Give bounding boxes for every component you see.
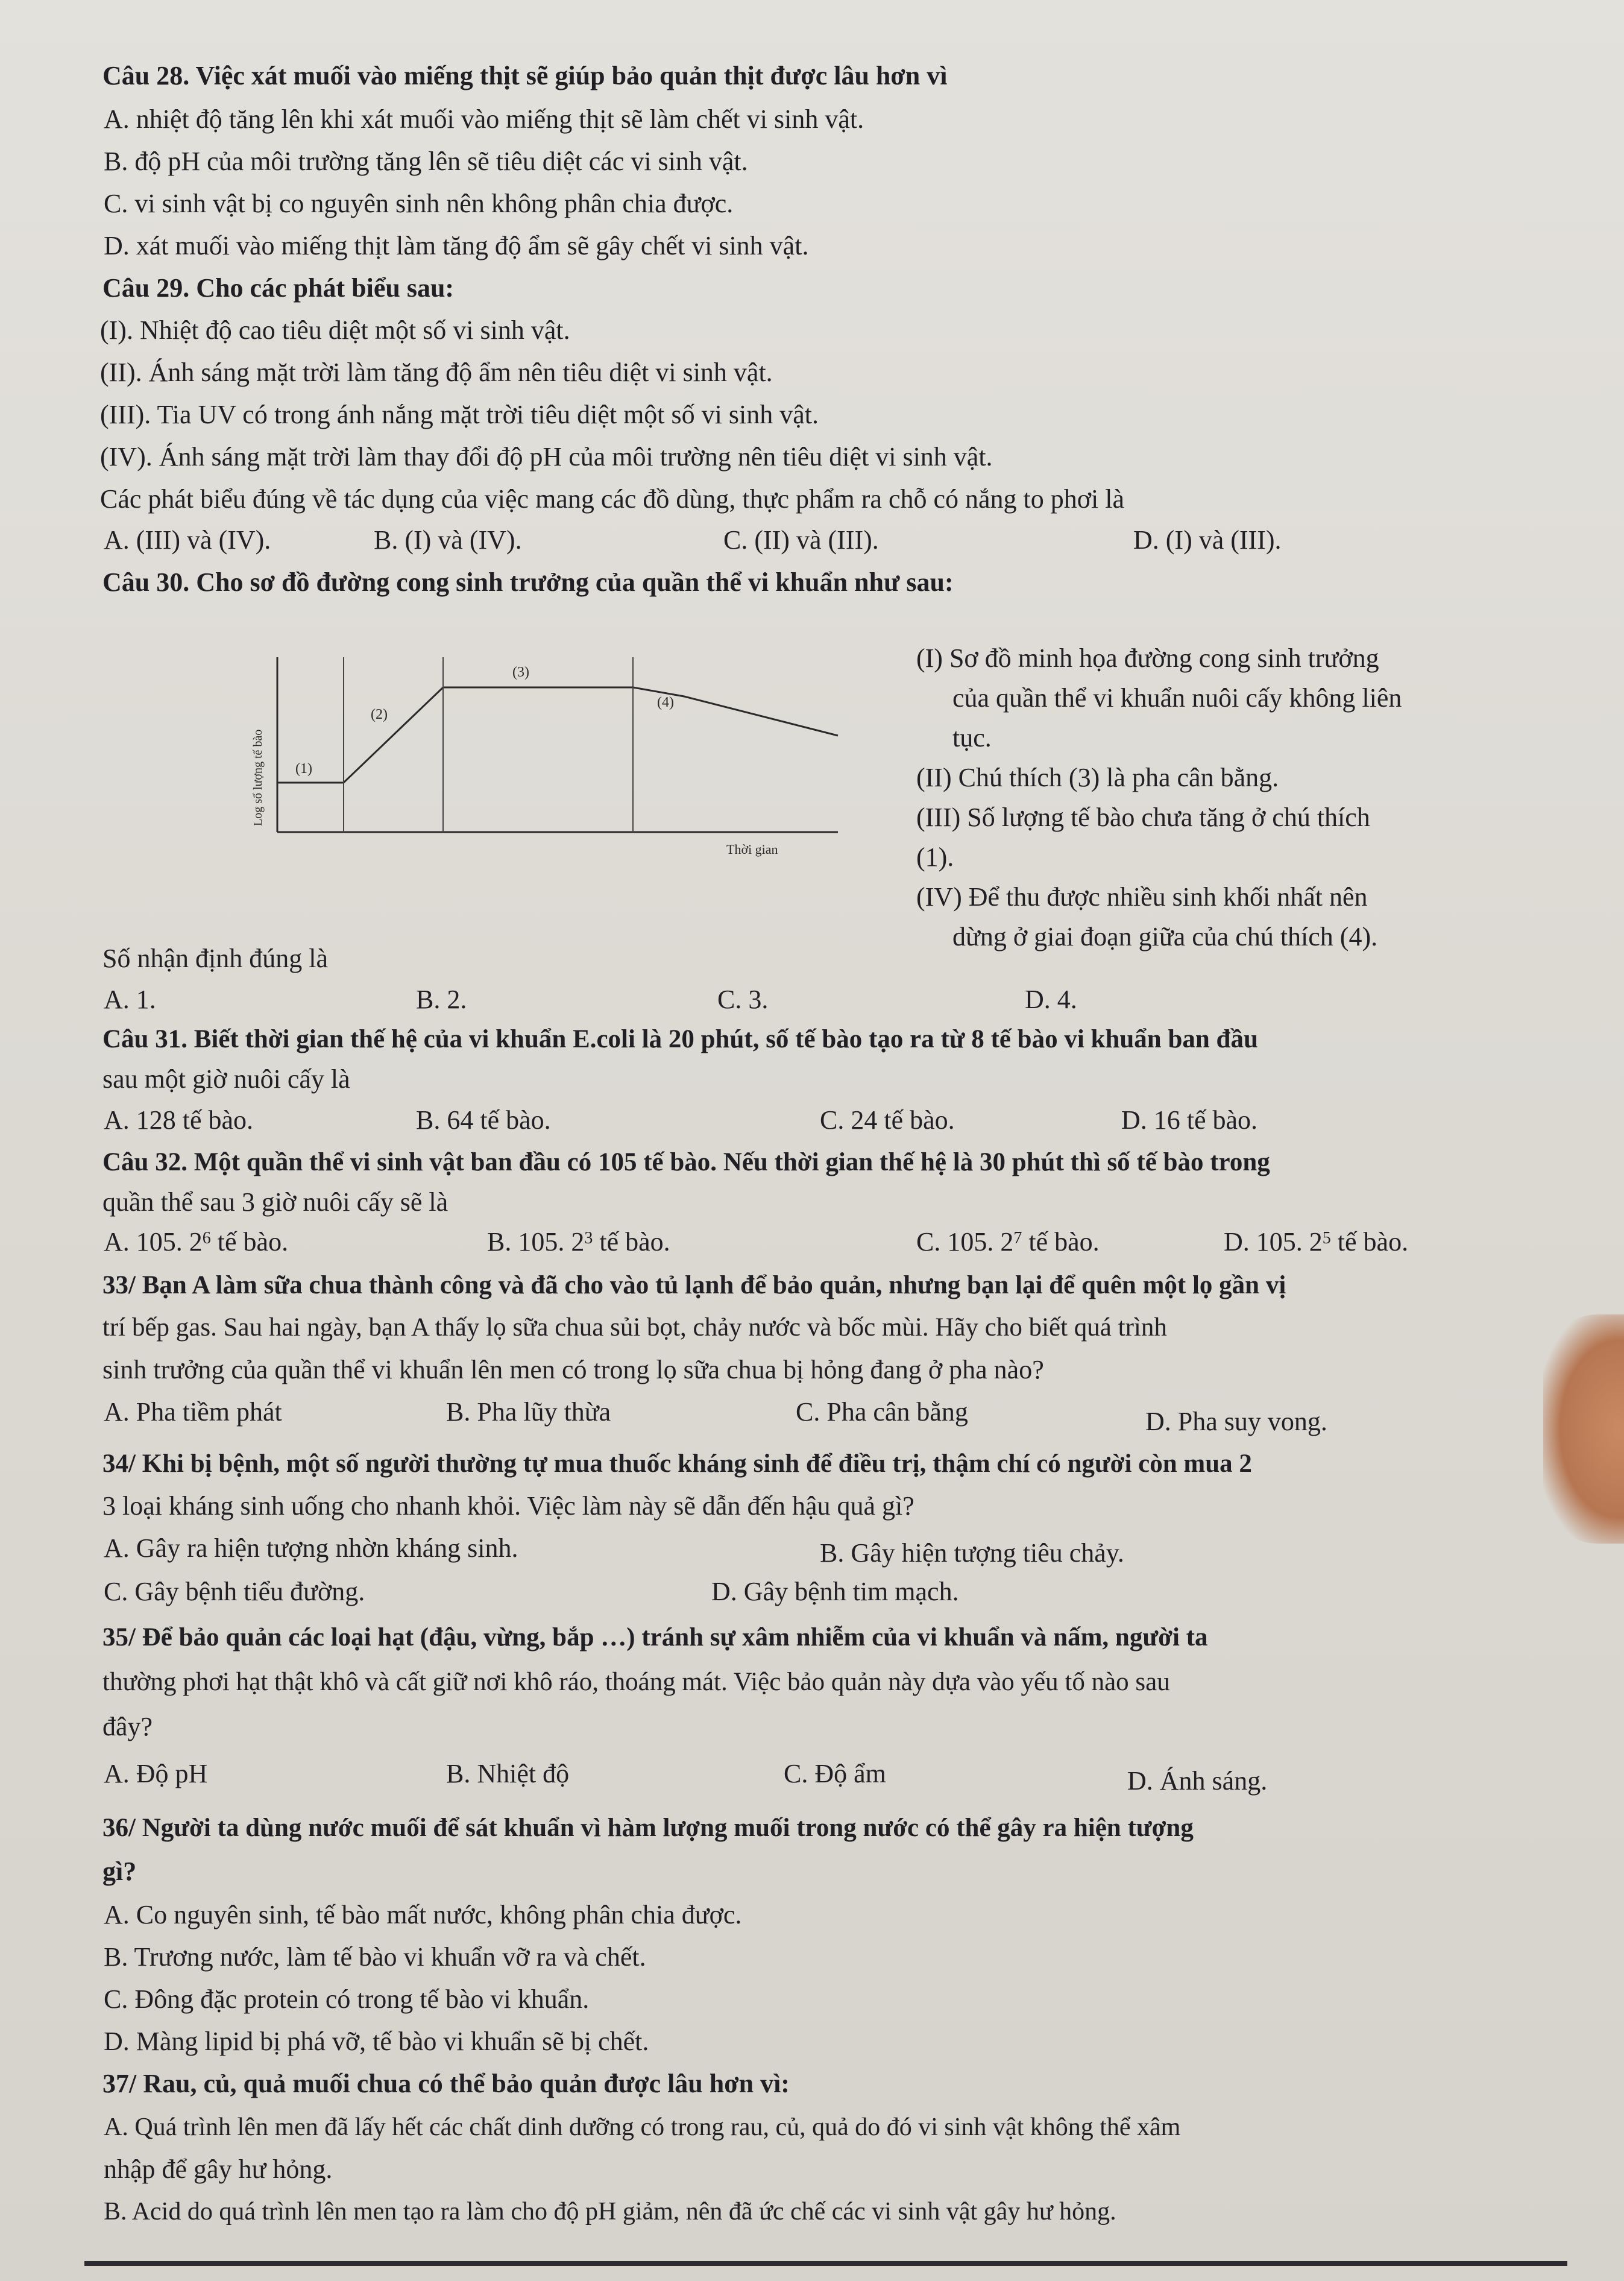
- q31-option-c: C. 24 tế bào.: [820, 1105, 955, 1135]
- q31-option-a: A. 128 tế bào.: [104, 1105, 254, 1135]
- q31-option-b: B. 64 tế bào.: [416, 1105, 551, 1135]
- q30-statement-1-line1: (I) Sơ đồ minh họa đường cong sinh trưởng: [916, 643, 1379, 673]
- q35-line2: thường phơi hạt thật khô và cất giữ nơi khô ráo, thoáng mát. Việc bảo quản này dựa vào yếu tố nào sau: [102, 1668, 1170, 1696]
- q36-option-a: A. Co nguyên sinh, tế bào mất nước, không phân chia được.: [104, 1900, 742, 1929]
- q32-d-unit: tế bào.: [1330, 1227, 1409, 1257]
- q29-option-a: A. (III) và (IV).: [104, 525, 271, 555]
- q32-option-b: [487, 1225, 670, 1259]
- q28-option-b: B. độ pH của môi trường tăng lên sẽ tiêu diệt các vi sinh vật.: [104, 147, 748, 176]
- q32-c-base: C. 105. 2: [916, 1227, 1014, 1257]
- q29-option-d: D. (I) và (III).: [1133, 525, 1282, 555]
- q33-option-c: C. Pha cân bằng: [796, 1397, 968, 1427]
- q29-statement-2: (II). Ánh sáng mặt trời làm tăng độ ẩm nên tiêu diệt vi sinh vật.: [100, 358, 773, 387]
- q32-b-exponent: 3: [584, 1229, 593, 1248]
- q28-stem: Câu 28. Việc xát muối vào miếng thịt sẽ giúp bảo quản thịt được lâu hơn vì: [102, 61, 948, 90]
- q32-option-c: [916, 1225, 1100, 1259]
- q34-option-a: A. Gây ra hiện tượng nhờn kháng sinh.: [104, 1533, 518, 1563]
- q28-option-a: A. nhiệt độ tăng lên khi xát muối vào miếng thịt sẽ làm chết vi sinh vật.: [104, 104, 864, 134]
- q30-option-d: D. 4.: [1025, 985, 1077, 1014]
- q30-statement-3-line1: (III) Số lượng tế bào chưa tăng ở chú thích: [916, 803, 1370, 832]
- q29-option-c: C. (II) và (III).: [723, 525, 879, 555]
- q32-a-unit: tế bào.: [210, 1227, 289, 1257]
- q31-stem-line2: sau một giờ nuôi cấy là: [102, 1064, 350, 1094]
- q28-option-c: C. vi sinh vật bị co nguyên sinh nên không phân chia được.: [104, 189, 734, 218]
- q32-d-base: D. 105. 2: [1224, 1227, 1323, 1257]
- q30-option-b: B. 2.: [416, 985, 467, 1014]
- q29-statement-4: (IV). Ánh sáng mặt trời làm thay đổi độ pH của môi trường nên tiêu diệt vi sinh vật.: [100, 442, 993, 472]
- q29-stem: Câu 29. Cho các phát biểu sau:: [102, 273, 455, 303]
- q30-statement-4-line1: (IV) Để thu được nhiều sinh khối nhất nên: [916, 882, 1368, 912]
- q29-statement-1: (I). Nhiệt độ cao tiêu diệt một số vi sinh vật.: [100, 315, 570, 345]
- q29-option-b: B. (I) và (IV).: [374, 525, 522, 555]
- q32-stem-line2: quần thể sau 3 giờ nuôi cấy sẽ là: [102, 1187, 448, 1217]
- q35-option-b: B. Nhiệt độ: [446, 1759, 570, 1788]
- q30-statement-3-line2: (1).: [916, 842, 954, 872]
- q32-c-unit: tế bào.: [1022, 1227, 1100, 1257]
- q35-option-d: D. Ánh sáng.: [1127, 1766, 1268, 1796]
- growth-curve-graph: [235, 651, 874, 868]
- q33-line1: 33/ Bạn A làm sữa chua thành công và đã cho vào tủ lạnh để bảo quản, nhưng bạn lại để quên một lọ gần vị: [102, 1271, 1286, 1299]
- q35-line1: 35/ Để bảo quản các loại hạt (đậu, vừng, bắp …) tránh sự xâm nhiễm của vi khuẩn và nấm, người ta: [102, 1623, 1208, 1652]
- q37-option-a-line1: A. Quá trình lên men đã lấy hết các chất dinh dưỡng có trong rau, củ, quả do đó vi sinh vật không thể xâm: [104, 2113, 1181, 2141]
- graph-x-label: Thời gian: [726, 842, 778, 857]
- finger-shadow: [1543, 1314, 1624, 1544]
- q33-line2: trí bếp gas. Sau hai ngày, bạn A thấy lọ sữa chua sủi bọt, chảy nước và bốc mùi. Hãy cho biết quá trình: [102, 1313, 1167, 1342]
- phase-label-2: (2): [371, 707, 388, 722]
- q29-statement-3: (III). Tia UV có trong ánh nắng mặt trời tiêu diệt một số vi sinh vật.: [100, 400, 819, 429]
- q30-option-a: A. 1.: [104, 985, 156, 1014]
- q36-option-b: B. Trương nước, làm tế bào vi khuẩn vỡ ra và chết.: [104, 1942, 646, 1972]
- q37-option-a-line2: nhập để gây hư hỏng.: [104, 2154, 333, 2184]
- q33-option-b: B. Pha lũy thừa: [446, 1397, 611, 1427]
- q31-stem-line1: Câu 31. Biết thời gian thế hệ của vi khuẩn E.coli là 20 phút, số tế bào tạo ra từ 8 tế bào vi khuẩn ban đầu: [102, 1025, 1258, 1053]
- q34-option-b: B. Gây hiện tượng tiêu chảy.: [820, 1538, 1124, 1568]
- q30-statement-2: (II) Chú thích (3) là pha cân bằng.: [916, 763, 1279, 792]
- phase-label-4: (4): [657, 695, 674, 710]
- q30-option-c: C. 3.: [717, 985, 769, 1014]
- q32-option-d: [1224, 1225, 1408, 1259]
- q30-statement-1-line2: của quần thể vi khuẩn nuôi cấy không liên: [952, 683, 1402, 713]
- q37-stem: 37/ Rau, củ, quả muối chua có thể bảo quản được lâu hơn vì:: [102, 2069, 790, 2098]
- phase-label-1: (1): [295, 761, 312, 777]
- q35-option-c: C. Độ ẩm: [784, 1759, 886, 1788]
- q30-stem: Câu 30. Cho sơ đồ đường cong sinh trưởng của quần thể vi khuẩn như sau:: [102, 567, 954, 597]
- q34-line2: 3 loại kháng sinh uống cho nhanh khỏi. Việc làm này sẽ dẫn đến hậu quả gì?: [102, 1491, 914, 1521]
- q36-option-c: C. Đông đặc protein có trong tế bào vi khuẩn.: [104, 1984, 590, 2014]
- q36-option-d: D. Màng lipid bị phá vỡ, tế bào vi khuẩn sẽ bị chết.: [104, 2027, 649, 2056]
- q32-b-unit: tế bào.: [593, 1227, 670, 1257]
- q32-option-a: [104, 1225, 288, 1259]
- graph-y-label: Log số lượng tế bào: [251, 729, 265, 826]
- q33-option-a: A. Pha tiềm phát: [104, 1397, 282, 1427]
- q33-option-d: D. Pha suy vong.: [1145, 1407, 1327, 1436]
- q32-b-base: B. 105. 2: [487, 1227, 585, 1257]
- q32-d-exponent: 5: [1322, 1229, 1331, 1248]
- q34-option-c: C. Gây bệnh tiểu đường.: [104, 1577, 365, 1606]
- q29-question: Các phát biểu đúng về tác dụng của việc mang các đồ dùng, thực phẩm ra chỗ có nắng to phơi là: [100, 484, 1125, 514]
- q36-line1: 36/ Người ta dùng nước muối để sát khuẩn vì hàm lượng muối trong nước có thể gây ra hiện tượng: [102, 1814, 1194, 1842]
- q32-stem-line1: Câu 32. Một quần thể vi sinh vật ban đầu có 105 tế bào. Nếu thời gian thế hệ là 30 phút thì số tế bào trong: [102, 1148, 1270, 1176]
- q30-statement-1-line3: tục.: [952, 723, 992, 752]
- q36-line2: gì?: [102, 1857, 137, 1886]
- growth-curve-line: [277, 687, 838, 783]
- q34-option-d: D. Gây bệnh tim mạch.: [711, 1577, 959, 1606]
- q32-a-base: A. 105. 2: [104, 1227, 203, 1257]
- q37-option-b: B. Acid do quá trình lên men tạo ra làm cho độ pH giảm, nên đã ức chế các vi sinh vật gây hư hỏng.: [104, 2198, 1116, 2226]
- q35-option-a: A. Độ pH: [104, 1759, 208, 1788]
- q34-line1: 34/ Khi bị bệnh, một số người thường tự mua thuốc kháng sinh để điều trị, thậm chí có người còn mua 2: [102, 1450, 1252, 1478]
- q32-a-exponent: 6: [202, 1229, 211, 1248]
- q30-question: Số nhận định đúng là: [102, 944, 328, 973]
- q33-line3: sinh trưởng của quần thể vi khuẩn lên men có trong lọ sữa chua bị hỏng đang ở pha nào?: [102, 1355, 1044, 1384]
- bottom-rule: [84, 2261, 1567, 2266]
- q30-statement-4-line2: dừng ở giai đoạn giữa của chú thích (4).: [952, 922, 1378, 951]
- q31-option-d: D. 16 tế bào.: [1121, 1105, 1258, 1135]
- phase-label-3: (3): [512, 664, 529, 680]
- q35-line3: đây?: [102, 1712, 153, 1741]
- q28-option-d: D. xát muối vào miếng thịt làm tăng độ ẩm sẽ gây chết vi sinh vật.: [104, 231, 809, 260]
- q32-c-exponent: 7: [1013, 1229, 1022, 1248]
